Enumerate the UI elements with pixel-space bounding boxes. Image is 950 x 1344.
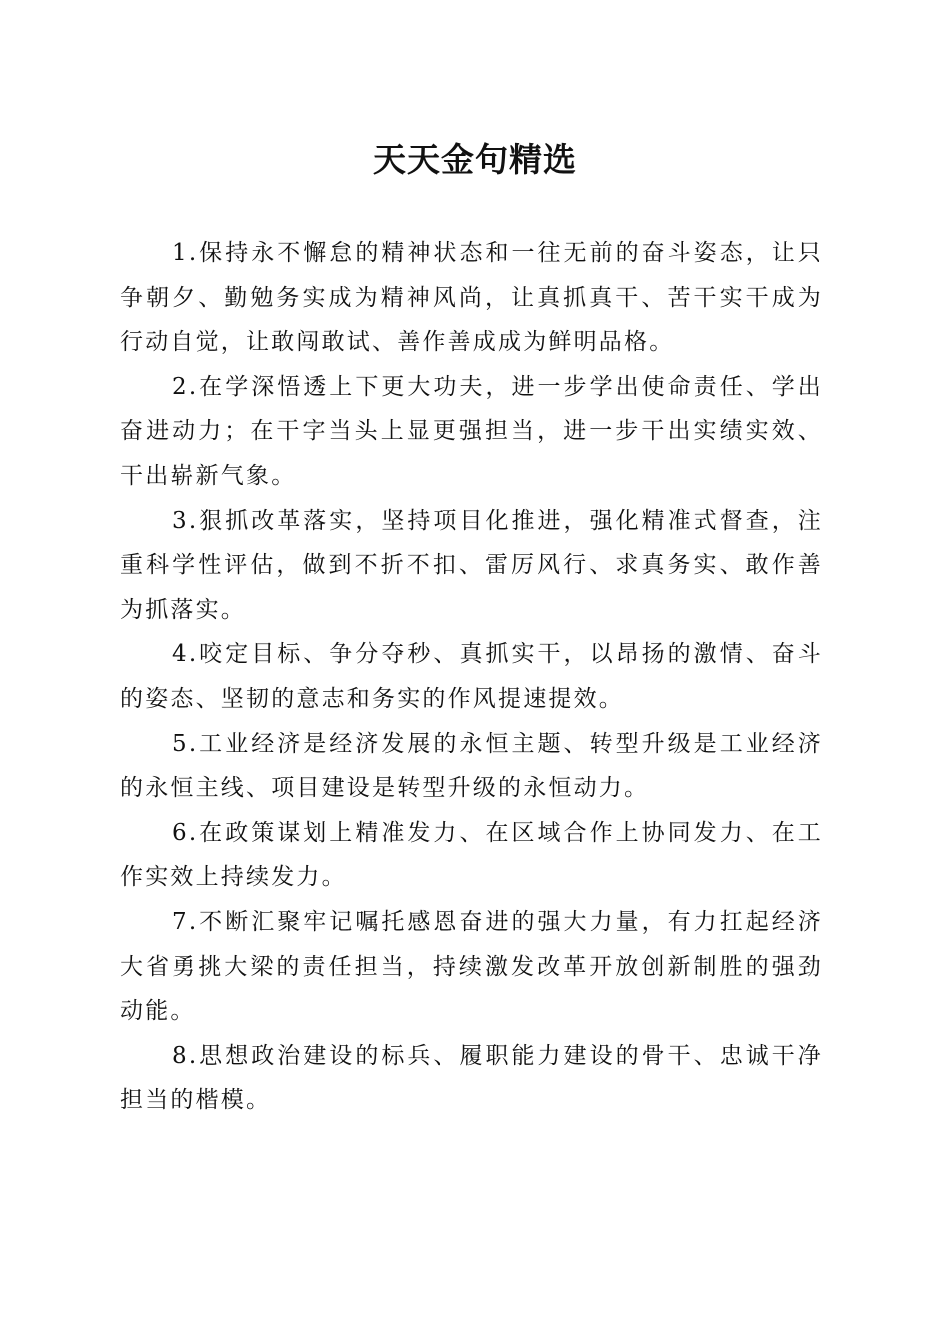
paragraph-7: 7.不断汇聚牢记嘱托感恩奋进的强大力量，有力扛起经济大省勇挑大梁的责任担当，持续激发改革开放创新制胜的强劲动能。 (120, 908, 823, 1025)
paragraph-5: 5.工业经济是经济发展的永恒主题、转型升级是工业经济的永恒主线、项目建设是转型升级的永恒动力。 (120, 730, 823, 802)
paragraph-4: 4.咬定目标、争分夺秒、真抓实干，以昂扬的激情、奋斗的姿态、坚韧的意志和务实的作风提速提效。 (120, 641, 823, 712)
document-body (120, 231, 823, 1123)
paragraph-3: 3.狠抓改革落实，坚持项目化推进，强化精准式督查，注重科学性评估，做到不折不扣、雷厉风行、求真务实、敢作善为抓落实。 (120, 507, 823, 623)
paragraph-6: 6.在政策谋划上精准发力、在区域合作上协同发力、在工作实效上持续发力。 (120, 819, 823, 891)
paragraph-8: 8.思想政治建设的标兵、履职能力建设的骨干、忠诚干净担当的楷模。 (120, 1042, 823, 1114)
document-title: 天天金句精选 (373, 140, 577, 179)
paragraph-1: 1.保持永不懈怠的精神状态和一往无前的奋斗姿态，让只争朝夕、勤勉务实成为精神风尚，让真抓真干、苦干实干成为行动自觉，让敢闯敢试、善作善成成为鲜明品格。 (120, 240, 823, 356)
paragraph-2: 2.在学深悟透上下更大功夫，进一步学出使命责任、学出奋进动力；在干字当头上显更强担当，进一步干出实绩实效、干出崭新气象。 (120, 373, 823, 489)
